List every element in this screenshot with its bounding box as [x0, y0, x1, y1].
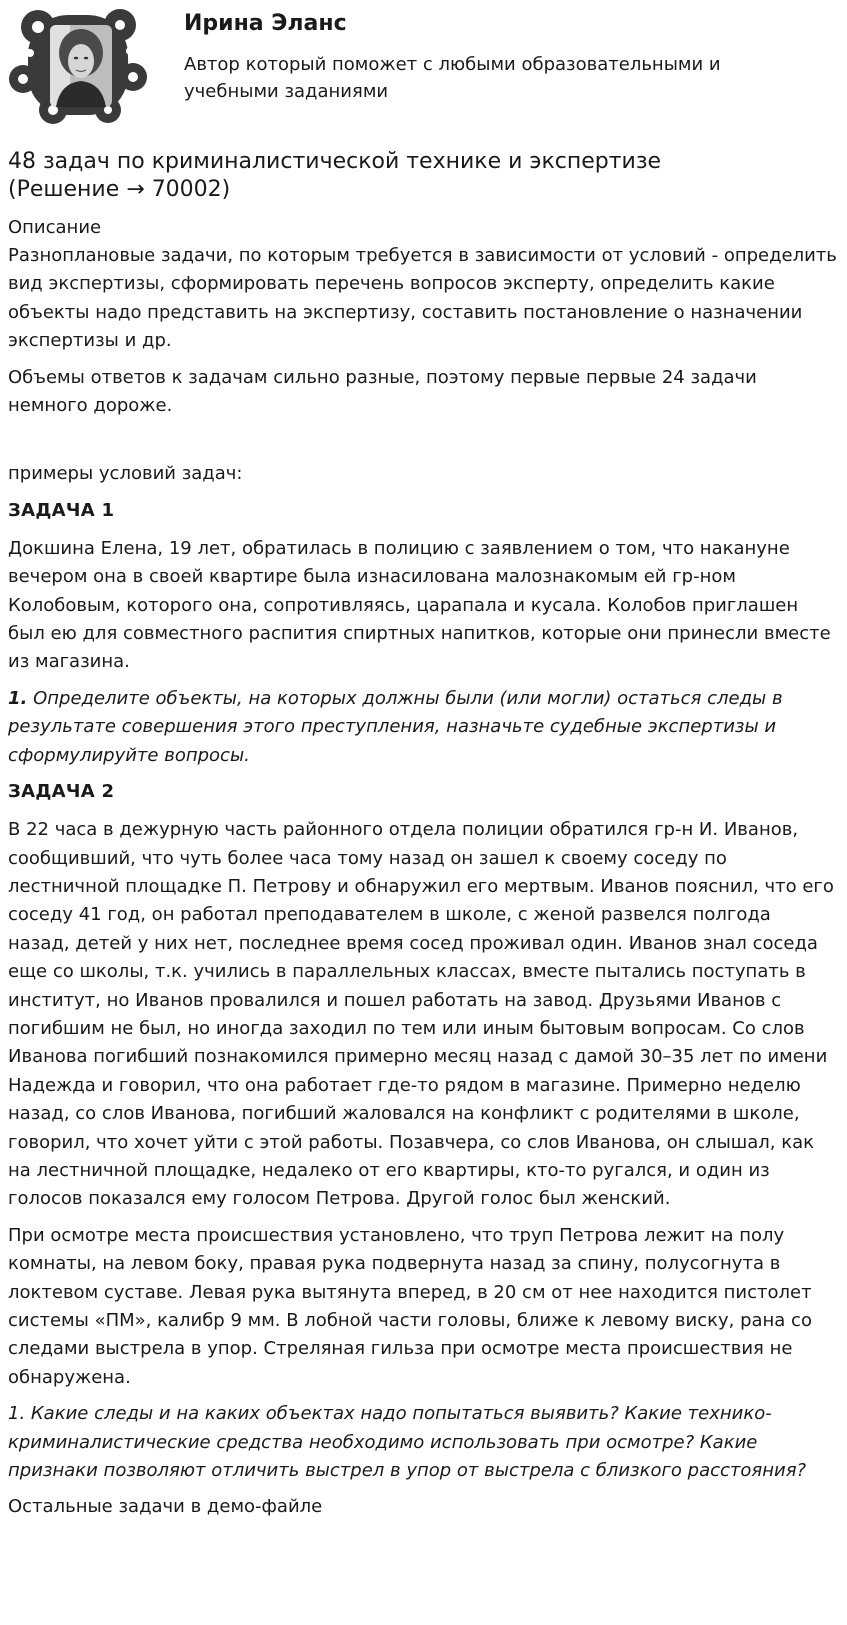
description-paragraph-2: Объемы ответов к задачам сильно разные, поэтому первые первые 24 задачи немного дороже. — [8, 366, 757, 417]
title-line-1: 48 задач по криминалистической технике и экспертизе — [8, 149, 662, 174]
title-line-2: (Решение → 70002) — [8, 177, 231, 202]
description-label: Описание — [8, 217, 102, 238]
description-paragraph-1: Разноплановые задачи, по которым требуется в зависимости от условий - определить вид экспертизы, сформировать перечень вопросов эксперту, определить какие объекты надо представить на экспертизу, составить постановление о назначении экспертизы и др. — [8, 245, 837, 352]
author-photo-icon — [8, 7, 148, 125]
author-description: Автор который поможет с любыми образовательными и учебными заданиями — [184, 54, 721, 102]
task-1-question-number: 1. — [8, 687, 28, 709]
author-name[interactable]: Ирина Эланс — [184, 11, 347, 36]
page-title — [8, 148, 838, 204]
author-avatar[interactable] — [8, 7, 148, 125]
footer-note: Остальные задачи в демо-файле — [8, 1496, 323, 1518]
spacer — [8, 420, 838, 460]
task-2-paragraph-1: В 22 часа в дежурную часть районного отдела полиции обратился гр-н И. Иванов, сообщивший, что чуть более часа тому назад он зашел к своему соседу по лестничной площадке П. Петрову и обнаружил его мертвым. Иванов пояснил, что его соседу 41 год, он работал преподавателем в школе, с женой развелся полгода назад, детей у них нет, последнее время сосед проживал один. Иванов знал соседа еще со школы, т.к. учились в параллельных классах, вместе пытались поступать в институт, но Иванов провалился и пошел работать на завод. Друзьями Иванов с погибшим не был, но иногда заходил по тем или иным бытовым вопросам. Со слов Иванова погибший познакомился примерно месяц назад с дамой 30–35 лет по имени Надежда и говорил, что она работает где-то рядом в магазине. Примерно неделю назад, со слов Иванова, погибший жаловался на конфликт с родителями в школе, говорил, что хочет уйти с этой работы. Позавчера, со слов Иванова, он слышал, как на лестничной площадке, недалеко от его квартиры, кто-то ругался, и один из голосов показался ему голосом Петрова. Другой голос был женский. — [8, 819, 834, 1210]
task-1-question-text: Определите объекты, на которых должны были (или могли) остаться следы в результате совершения этого преступления, назначьте судебные экспертизы и сформулируйте вопросы. — [8, 687, 783, 766]
task-1-paragraph: Докшина Елена, 19 лет, обратилась в полицию с заявлением о том, что накануне вечером она в своей квартире была изнасилована малознакомым ей гр-ном Колобовым, которого она, сопротивляясь, царапала и кусала. Колобов приглашен был ею для совместного распития спиртных напитков, которые они принесли вместе из магазина. — [8, 537, 831, 673]
task-2-heading: ЗАДАЧА 2 — [8, 781, 115, 803]
work-content — [8, 148, 838, 1530]
task-2-question: 1. Какие следы и на каких объектах надо попытаться выявить? Какие технико-криминалистические средства необходимо использовать при осмотре? Какие признаки позволяют отличить выстрел в упор от выстрела с близкого расстояния? — [8, 1403, 807, 1482]
task-1-heading: ЗАДАЧА 1 — [8, 499, 115, 521]
task-1-question — [8, 685, 838, 770]
author-header — [0, 0, 847, 130]
task-2-paragraph-2: При осмотре места происшествия установлено, что труп Петрова лежит на полу комнаты, на левом боку, правая рука подвернута назад за спину, полусогнута в локтевом суставе. Левая рука вытянута вперед, в 20 см от нее находится пистолет системы «ПМ», калибр 9 мм. В лобной части головы, ближе к левому виску, рана со следами выстрела в упор. Стреляная гильза при осмотре места происшествия не обнаружена. — [8, 1224, 812, 1388]
examples-label: примеры условий задач: — [8, 463, 243, 485]
